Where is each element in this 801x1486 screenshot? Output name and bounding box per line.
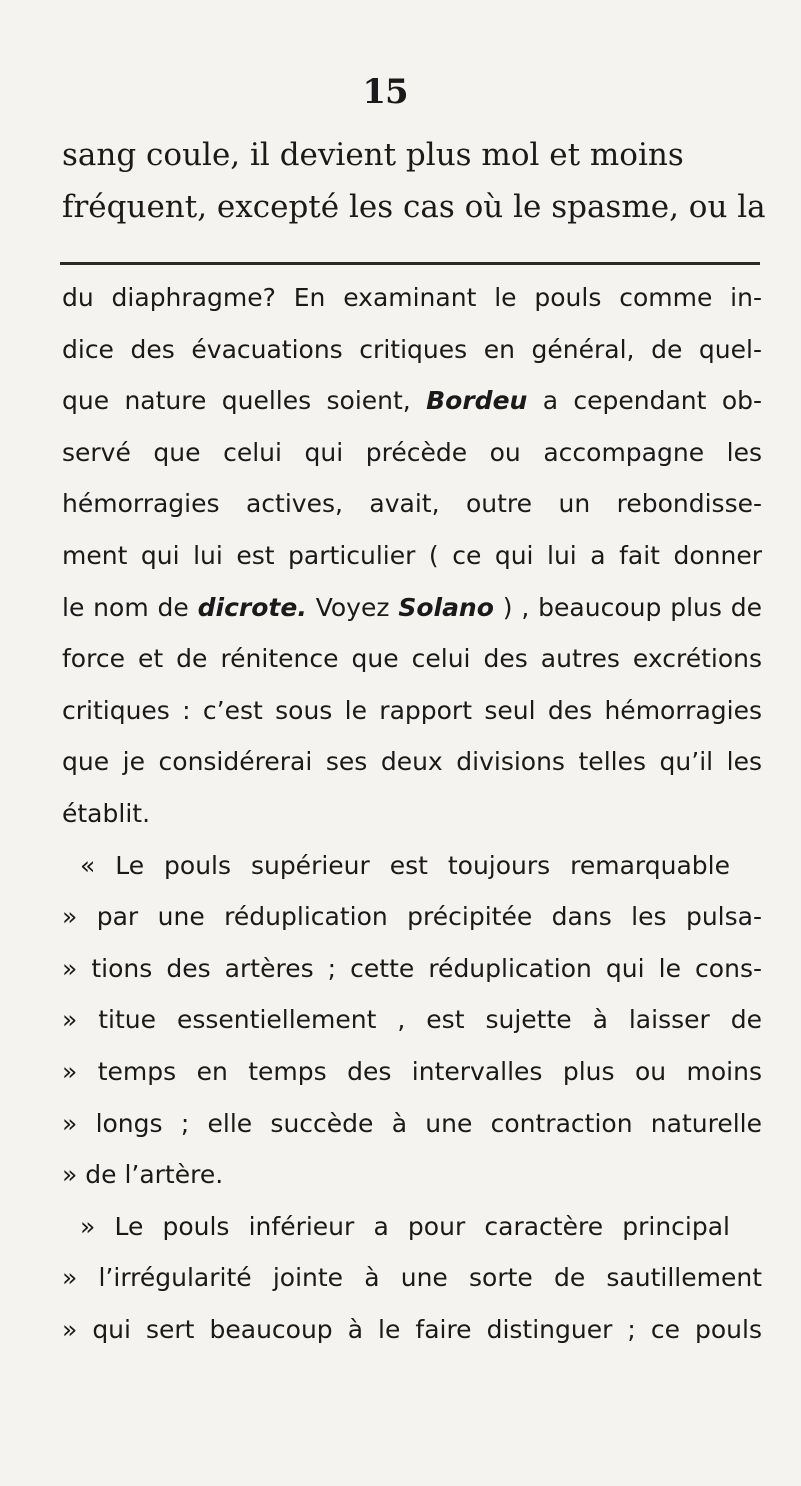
- body-line: le nom de dicrote. Voyez Solano ) , beaucoup plus de: [62, 593, 762, 622]
- body-line: que je considérerai ses deux divisions telles qu’il les: [62, 747, 762, 776]
- body-line: » par une réduplication précipitée dans les pulsa-: [62, 902, 762, 931]
- body-line: » l’irrégularité jointe à une sorte de sautillement: [62, 1263, 762, 1292]
- body-line: que nature quelles soient, Bordeu a cependant ob-: [62, 386, 763, 415]
- body-line: » temps en temps des intervalles plus ou moins: [62, 1057, 762, 1086]
- page-number: 15: [362, 72, 408, 112]
- body-line: du diaphragme? En examinant le pouls comme in-: [62, 283, 762, 312]
- body-line: dice des évacuations critiques en général, de quel-: [62, 335, 762, 364]
- body-line: servé que celui qui précède ou accompagne les: [62, 438, 762, 467]
- header-line-1: sang coule, il devient plus mol et moins: [62, 137, 684, 173]
- body-line: hémorragies actives, avait, outre un rebondisse-: [62, 489, 762, 518]
- body-line: » Le pouls inférieur a pour caractère principal: [80, 1212, 730, 1241]
- body-line: critiques : c’est sous le rapport seul des hémorragies: [62, 696, 762, 725]
- body-line: » qui sert beaucoup à le faire distinguer ; ce pouls: [62, 1315, 762, 1344]
- body-line: ment qui lui est particulier ( ce qui lui a fait donner: [62, 541, 762, 570]
- body-line: » titue essentiellement , est sujette à laisser de: [62, 1005, 762, 1034]
- body-line: établit.: [62, 799, 151, 828]
- header-line-2: fréquent, excepté les cas où le spasme, ou la: [62, 189, 766, 225]
- body-line: force et de rénitence que celui des autres excrétions: [62, 644, 762, 673]
- body-line: « Le pouls supérieur est toujours remarquable: [80, 851, 730, 880]
- body-line: » tions des artères ; cette réduplication qui le cons-: [62, 954, 762, 983]
- separator-rule: [60, 262, 760, 265]
- body-line: » de l’artère.: [62, 1160, 224, 1189]
- body-line: » longs ; elle succède à une contraction naturelle: [62, 1109, 762, 1138]
